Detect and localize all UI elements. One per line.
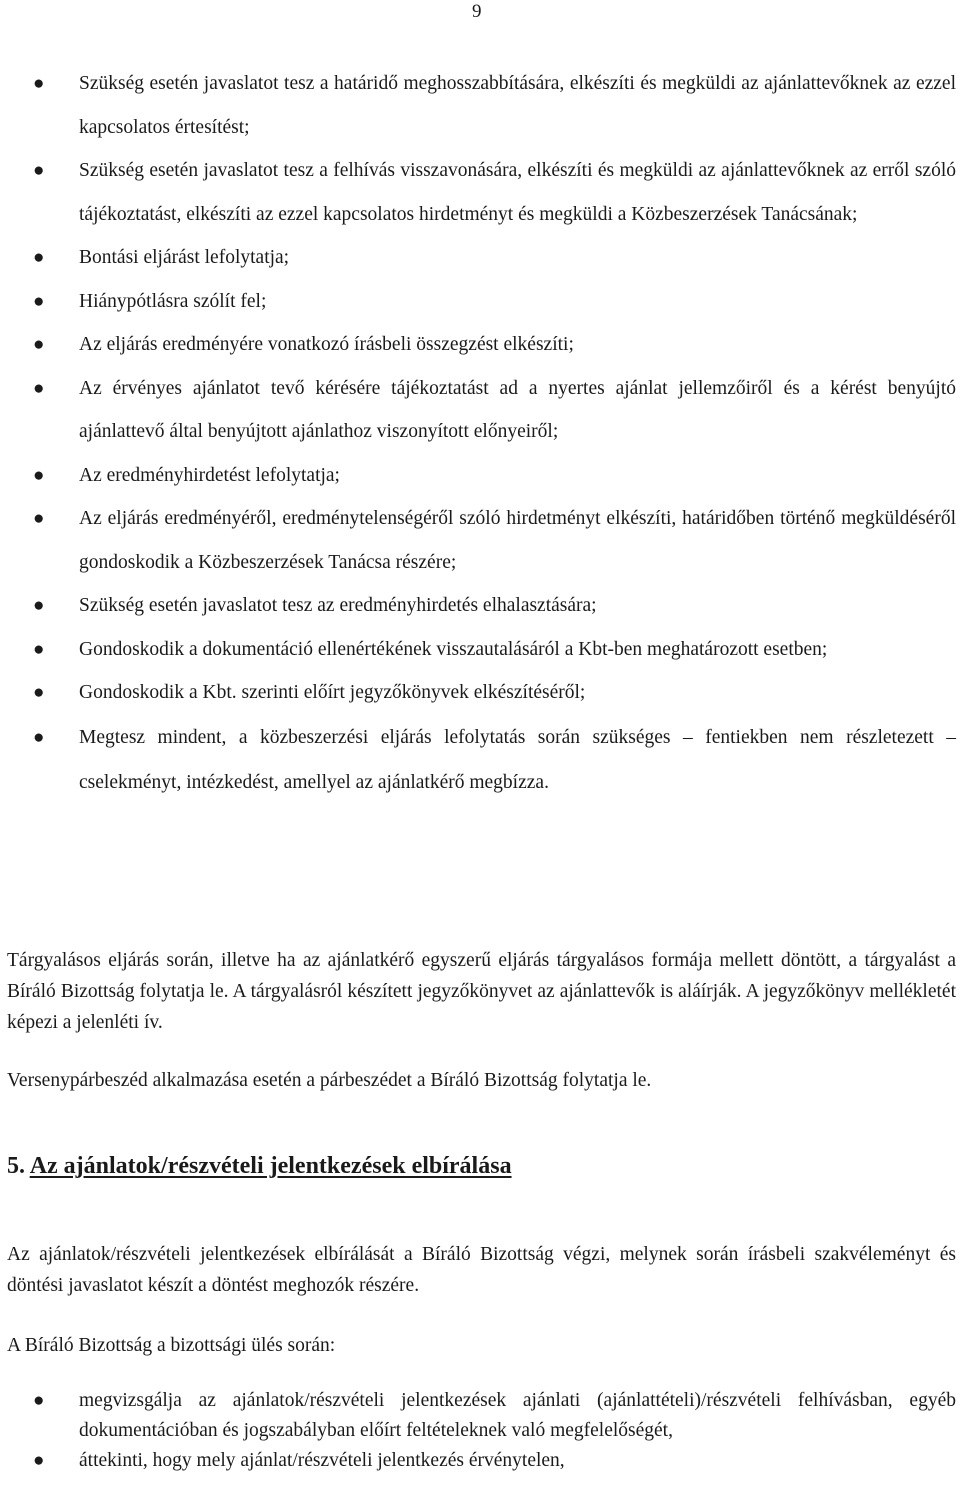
list-item: ● Gondoskodik a Kbt. szerinti előírt jegyzőkönyvek elkészítéséről; bbox=[0, 671, 960, 715]
dialogue-paragraph: Versenypárbeszéd alkalmazása esetén a párbeszédet a Bíráló Bizottság folytatja le. bbox=[7, 1070, 652, 1091]
bullet-icon: ● bbox=[33, 377, 45, 399]
bullet-icon: ● bbox=[33, 464, 45, 486]
list-item: ● Szükség esetén javaslatot tesz a felhívás visszavonására, elkészíti és megküldi az ajánlattevőknek az erről szóló tájékoztatást, elkészíti az ezzel kapcsolatos hirdetményt és megküldi a Közbeszerzések Tanácsának; bbox=[0, 149, 960, 236]
list-item: ● Bontási eljárást lefolytatja; bbox=[0, 236, 960, 280]
duties-list bbox=[0, 62, 960, 806]
committee-list bbox=[0, 1386, 960, 1476]
bullet-icon: ● bbox=[33, 247, 45, 268]
bullet-icon: ● bbox=[33, 160, 45, 181]
bullet-icon: ● bbox=[33, 682, 45, 703]
list-item: ● Az eljárás eredményéről, eredménytelenségéről szóló hirdetményt elkészíti, határidőben történő megküldéséről gondoskodik a Közbeszerzések Tanácsa részére; bbox=[0, 497, 960, 584]
list-item: ● megvizsgálja az ajánlatok/részvételi jelentkezések ajánlati (ajánlattételi)/részvételi felhívásban, egyéb dokumentációban és jogszabályban előírt feltételeknek való megfelelőségét, bbox=[0, 1386, 960, 1446]
bullet-icon: ● bbox=[33, 1450, 45, 1471]
page-number: 9 bbox=[472, 1, 482, 22]
section-title: Az ajánlatok/részvételi jelentkezések elbírálása bbox=[29, 1153, 512, 1179]
bullet-icon: ● bbox=[33, 334, 45, 355]
bullet-icon: ● bbox=[33, 290, 45, 312]
list-item: ● Megtesz mindent, a közbeszerzési eljárás lefolytatás során szükséges – fentiekben nem részletezett – cselekményt, intézkedést, amellyel az ajánlatkérő megbízza. bbox=[0, 715, 960, 806]
list-item: ● Szükség esetén javaslatot tesz a határidő meghosszabbítására, elkészíti és megküldi az ajánlattevőknek az ezzel kapcsolatos értesítést; bbox=[0, 62, 960, 149]
bullet-icon: ● bbox=[33, 595, 45, 616]
bullet-icon: ● bbox=[33, 638, 45, 660]
list-item: ● Az érvényes ajánlatot tevő kérésére tájékoztatást ad a nyertes ajánlat jellemzőiről és a kérést benyújtó ajánlattevő által benyújtott ajánlathoz viszonyított előnyeiről; bbox=[0, 367, 960, 454]
bullet-icon: ● bbox=[33, 508, 45, 529]
bullet-icon: ● bbox=[33, 73, 45, 94]
list-item: ● Hiánypótlásra szólít fel; bbox=[0, 280, 960, 324]
bullet-icon: ● bbox=[33, 726, 45, 748]
bullet-icon: ● bbox=[33, 1390, 45, 1411]
list-item: ● Az eljárás eredményére vonatkozó írásbeli összegzést elkészíti; bbox=[0, 323, 960, 367]
evaluation-paragraph: Az ajánlatok/részvételi jelentkezések elbírálását a Bíráló Bizottság végzi, melynek során írásbeli szakvéleményt és döntési javaslatot készít a döntést meghozók részére. bbox=[7, 1244, 956, 1296]
section-heading bbox=[7, 1148, 512, 1184]
section-number: 5. bbox=[7, 1153, 25, 1179]
list-item: ● Szükség esetén javaslatot tesz az eredményhirdetés elhalasztására; bbox=[0, 584, 960, 628]
list-item: ● áttekinti, hogy mely ajánlat/részvételi jelentkezés érvénytelen, bbox=[0, 1446, 960, 1476]
committee-intro: A Bíráló Bizottság a bizottsági ülés során: bbox=[7, 1335, 336, 1356]
list-item: ● Gondoskodik a dokumentáció ellenértékének visszautalásáról a Kbt-ben meghatározott esetben; bbox=[0, 628, 960, 672]
negotiation-paragraph: Tárgyalásos eljárás során, illetve ha az ajánlatkérő egyszerű eljárás tárgyalásos formája mellett döntött, a tárgyalást a Bíráló Bizottság folytatja le. A tárgyalásról készített jegyzőkönyvet az ajánlattevők is aláírják. A jegyzőkönyv mellékletét képezi a jelenléti ív. bbox=[7, 950, 956, 1033]
list-item: ● Az eredményhirdetést lefolytatja; bbox=[0, 454, 960, 498]
